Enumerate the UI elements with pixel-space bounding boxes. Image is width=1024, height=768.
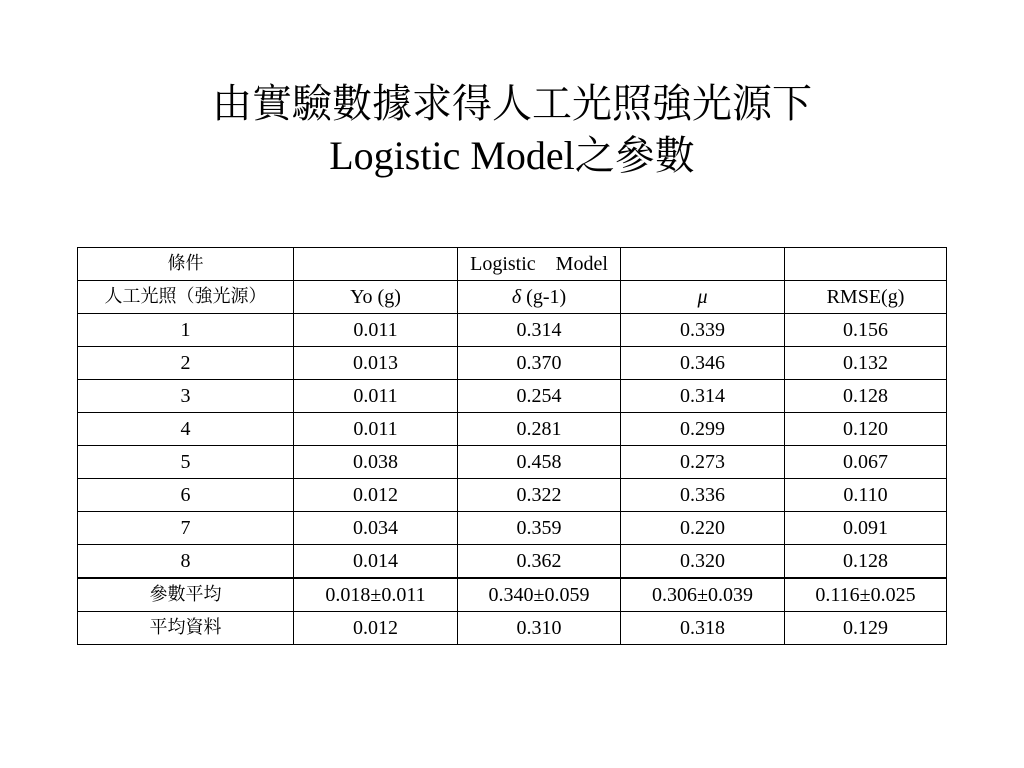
table-row (78, 479, 947, 512)
header-rmse: RMSE(g) (785, 281, 947, 314)
cell-rmse: 0.156 (785, 314, 947, 347)
mu-symbol: μ (697, 286, 708, 308)
title-line-1: 由實驗數據求得人工光照強光源下 (212, 81, 812, 127)
cell-mu: 0.336 (621, 479, 785, 512)
parameter-average-label: 參數平均 (78, 578, 294, 612)
cell-rmse: 0.129 (785, 612, 947, 645)
average-data-row (78, 612, 947, 645)
cell-yo: 0.018±0.011 (294, 578, 458, 612)
header-row-2 (78, 281, 947, 314)
cell-mu: 0.320 (621, 545, 785, 579)
cell-yo: 0.034 (294, 512, 458, 545)
cell-delta: 0.310 (458, 612, 621, 645)
header-delta (458, 281, 621, 314)
cell-mu: 0.306±0.039 (621, 578, 785, 612)
cell-mu: 0.220 (621, 512, 785, 545)
cell-yo: 0.038 (294, 446, 458, 479)
table-row (78, 446, 947, 479)
cell-delta: 0.254 (458, 380, 621, 413)
row-id: 6 (78, 479, 294, 512)
title-line-2: Logistic Model之參數 (329, 133, 695, 178)
cell-yo: 0.012 (294, 479, 458, 512)
header-model-name: Logistic Model (458, 248, 621, 281)
header-row-1 (78, 248, 947, 281)
cell-mu: 0.318 (621, 612, 785, 645)
row-id: 7 (78, 512, 294, 545)
average-data-label: 平均資料 (78, 612, 294, 645)
row-id: 2 (78, 347, 294, 380)
header-blank-3 (621, 248, 785, 281)
slide-title (0, 78, 1024, 182)
delta-unit: (g-1) (521, 286, 567, 308)
cell-rmse: 0.116±0.025 (785, 578, 947, 612)
parameters-table (77, 247, 947, 645)
table-row (78, 314, 947, 347)
cell-yo: 0.011 (294, 314, 458, 347)
row-id: 4 (78, 413, 294, 446)
cell-mu: 0.299 (621, 413, 785, 446)
cell-delta: 0.370 (458, 347, 621, 380)
header-condition: 條件 (78, 248, 294, 281)
cell-mu: 0.273 (621, 446, 785, 479)
row-id: 3 (78, 380, 294, 413)
cell-rmse: 0.128 (785, 545, 947, 579)
cell-mu: 0.346 (621, 347, 785, 380)
cell-delta: 0.458 (458, 446, 621, 479)
cell-delta: 0.322 (458, 479, 621, 512)
cell-delta: 0.281 (458, 413, 621, 446)
cell-rmse: 0.128 (785, 380, 947, 413)
header-blank-4 (785, 248, 947, 281)
cell-yo: 0.011 (294, 380, 458, 413)
table-row (78, 347, 947, 380)
table-row (78, 545, 947, 579)
header-blank-1 (294, 248, 458, 281)
row-id: 5 (78, 446, 294, 479)
cell-mu: 0.339 (621, 314, 785, 347)
cell-yo: 0.012 (294, 612, 458, 645)
cell-yo: 0.014 (294, 545, 458, 579)
cell-rmse: 0.067 (785, 446, 947, 479)
cell-rmse: 0.132 (785, 347, 947, 380)
cell-delta: 0.359 (458, 512, 621, 545)
cell-yo: 0.013 (294, 347, 458, 380)
delta-symbol: δ (511, 286, 522, 308)
cell-rmse: 0.091 (785, 512, 947, 545)
cell-yo: 0.011 (294, 413, 458, 446)
cell-rmse: 0.110 (785, 479, 947, 512)
cell-rmse: 0.120 (785, 413, 947, 446)
cell-mu: 0.314 (621, 380, 785, 413)
table-row (78, 413, 947, 446)
row-id: 8 (78, 545, 294, 579)
header-yo: Yo (g) (294, 281, 458, 314)
cell-delta: 0.362 (458, 545, 621, 579)
parameter-average-row (78, 578, 947, 612)
table-row (78, 512, 947, 545)
header-mu (621, 281, 785, 314)
cell-delta: 0.340±0.059 (458, 578, 621, 612)
table-row (78, 380, 947, 413)
row-id: 1 (78, 314, 294, 347)
cell-delta: 0.314 (458, 314, 621, 347)
header-light-source: 人工光照（強光源） (78, 281, 294, 314)
